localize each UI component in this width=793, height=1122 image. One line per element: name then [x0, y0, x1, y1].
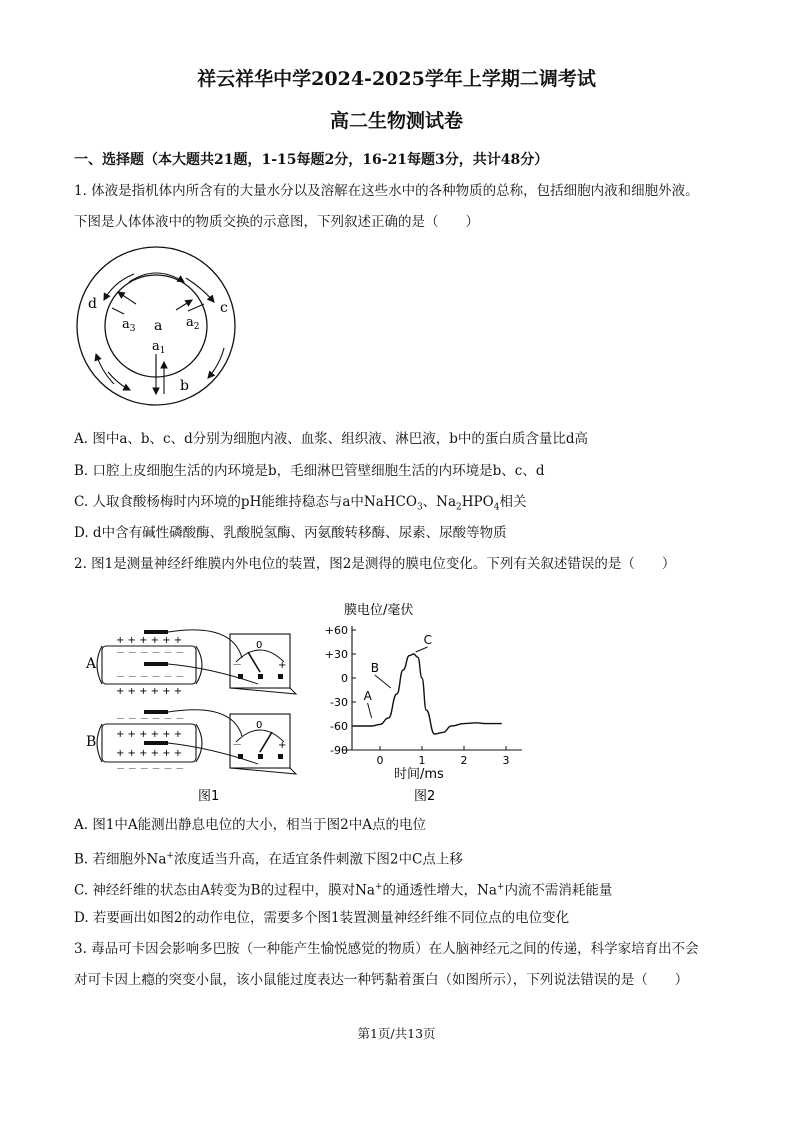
label-a2: $a_2$ — [186, 315, 200, 332]
q2-option-a: A. 图1中A能测出静息电位的大小，相当于图2中A点的电位 — [74, 817, 427, 833]
x-tick-label: 3 — [502, 754, 510, 767]
annotation-arrow — [416, 647, 428, 652]
body-fluid-diagram — [74, 244, 244, 412]
q2-option-d: D. 若要画出如图2的动作电位，需要多个图1装置测量神经纤维不同位点的电位变化 — [74, 910, 570, 926]
q1-stem-line2: 下图是人体体液中的物质交换的示意图，下列叙述正确的是（ ） — [74, 214, 479, 230]
svg-text:－ － － － － －: － － － － － － — [116, 649, 185, 659]
svg-text:+ + + + + +: + + + + + + — [116, 748, 183, 759]
annotation-c: C — [423, 633, 432, 647]
annotation-b: B — [370, 661, 380, 675]
label-c: c — [220, 300, 228, 316]
annotation-a: A — [363, 689, 372, 703]
y-tick-label: -60 — [330, 720, 348, 733]
x-tick-label: 0 — [376, 754, 384, 767]
q2-option-c: C. 神经纤维的状态由A转变为B的过程中，膜对Na+的通透性增大，Na+内流不需消耗能量 — [74, 882, 613, 899]
q1-option-c: C. 人取食酸杨梅时内环境的pH能维持稳态与a中NaHCO$_3$、$Na_2HPO_4$相关 — [74, 494, 527, 513]
q2-option-b: B. 若细胞外Na+浓度适当升高，在适宜条件刺激下图2中C点上移 — [74, 851, 463, 868]
q3-stem-line1: 3. 毒品可卡因会影响多巴胺（一种能产生愉悦感觉的物质）在人脑神经元之间的传递，科学家培育出不会 — [74, 941, 699, 957]
svg-text:－ － － － － －: － － － － － － — [116, 765, 185, 775]
device-a — [85, 630, 296, 697]
svg-text:+: + — [278, 660, 287, 671]
y-tick-label: +30 — [324, 648, 348, 661]
annotation-arrow — [375, 675, 391, 688]
label-a1: $a_1$ — [152, 339, 166, 356]
paper-title: 高二生物测试卷 — [329, 110, 463, 132]
membrane-potential-chart — [325, 602, 522, 804]
membrane-potential-figures — [82, 598, 532, 808]
q2-stem: 2. 图1是测量神经纤维膜内外电位的装置，图2是测得的膜电位变化。下列有关叙述错误的是（ ） — [74, 556, 676, 572]
svg-text:0: 0 — [256, 640, 263, 651]
q1-option-a: A. 图中a、b、c、d分别为细胞内液、血浆、组织液、淋巴液，b中的蛋白质含量比d高 — [74, 431, 589, 447]
label-a: a — [154, 318, 163, 334]
label-d: d — [88, 296, 97, 312]
label-a3: $a_3$ — [122, 317, 136, 334]
school-title: 祥云祥华中学2024-2025学年上学期二调考试 — [197, 68, 596, 90]
fig1-caption: 图1 — [198, 789, 220, 804]
label-b: b — [180, 378, 189, 394]
y-tick-label: 0 — [341, 672, 348, 685]
svg-text:0: 0 — [256, 720, 263, 731]
q1-option-b: B. 口腔上皮细胞生活的内环境是b，毛细淋巴管壁细胞生活的内环境是b、c、d — [74, 463, 545, 479]
y-tick-label: +60 — [324, 624, 348, 637]
x-tick-label: 1 — [418, 754, 426, 767]
q3-stem-line2: 对可卡因上瘾的突变小鼠，该小鼠能过度表达一种钙黏着蛋白（如图所示），下列说法错误的是（ ） — [74, 972, 689, 988]
x-tick-label: 2 — [460, 754, 468, 767]
annotation-arrow — [368, 703, 372, 718]
arrow-top — [129, 273, 184, 282]
q1-stem-line1: 1. 体液是指机体内所含有的大量水分以及溶解在这些水中的各种物质的总称，包括细胞内液和细胞外液。 — [74, 183, 699, 199]
svg-text:－ － － － － －: － － － － － － — [116, 673, 185, 683]
chart-ylabel: 膜电位/毫伏 — [344, 603, 414, 618]
svg-text:－: － — [232, 660, 242, 671]
device-b — [86, 710, 296, 775]
svg-text:－: － — [232, 740, 242, 751]
svg-text:+ + + + + +: + + + + + + — [116, 686, 183, 697]
svg-text:+: + — [278, 740, 287, 751]
y-tick-label: -30 — [330, 696, 348, 709]
y-tick-label: -90 — [330, 744, 348, 757]
chart-xlabel: 时间/ms — [394, 767, 444, 782]
fig2-caption: 图2 — [414, 789, 436, 804]
svg-text:+ + + + + +: + + + + + + — [116, 635, 183, 646]
q1-option-d: D. d中含有碱性磷酸酶、乳酸脱氢酶、丙氨酸转移酶、尿素、尿酸等物质 — [74, 525, 507, 541]
page-number: 第1页/共13页 — [357, 1026, 436, 1041]
section-heading: 一、选择题（本大题共21题，1-15每题2分，16-21每题3分，共计48分） — [74, 152, 549, 168]
svg-text:A: A — [86, 656, 97, 672]
svg-text:+ + + + + +: + + + + + + — [116, 729, 183, 740]
svg-text:B: B — [86, 734, 97, 750]
svg-text:－ － － － － －: － － － － － － — [116, 715, 185, 725]
